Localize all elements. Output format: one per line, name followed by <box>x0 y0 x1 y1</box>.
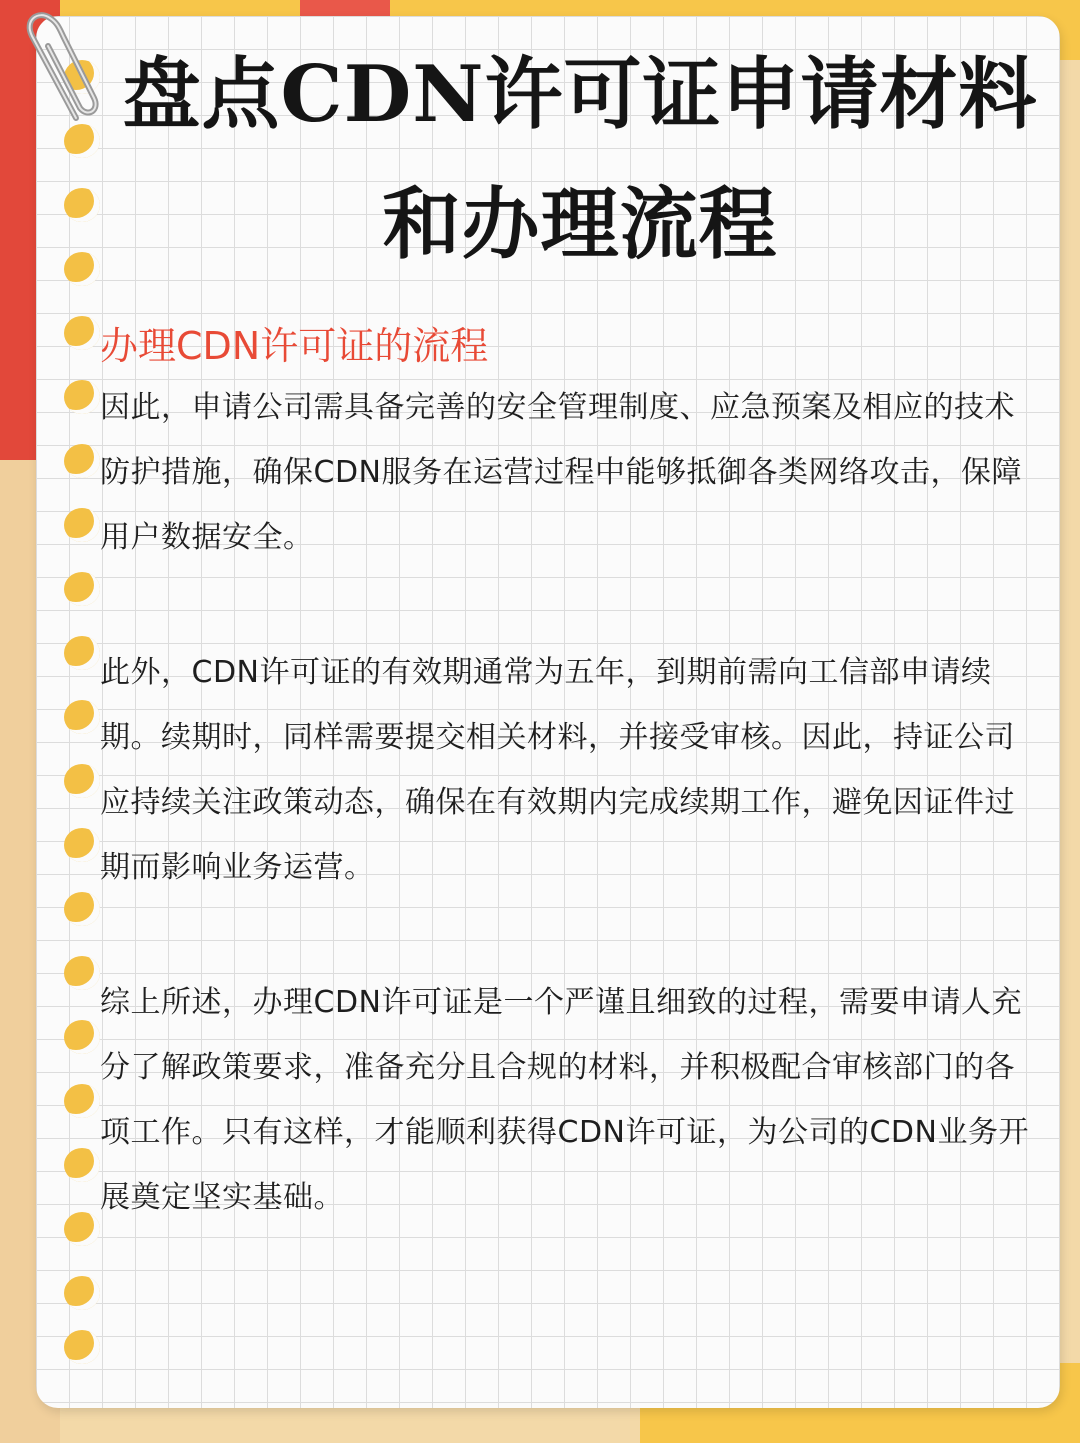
paperclip-icon <box>14 6 102 124</box>
binder-hole <box>64 764 100 798</box>
page-title-line-1: 盘点CDN许可证申请材料 <box>122 49 1038 140</box>
binder-hole <box>64 828 100 862</box>
binder-hole <box>64 316 100 350</box>
binder-hole <box>64 1020 100 1054</box>
binder-hole <box>64 380 100 414</box>
paragraph-summary: 综上所述，办理CDN许可证是一个严谨且细致的过程，需要申请人充分了解政策要求，准备充分且合规的材料，并积极配合审核部门的各项工作。只有这样，才能顺利获得CDN许可证，为公司的CDN业务开展奠定坚实基础。 <box>100 985 1029 1215</box>
section-heading: 办理CDN许可证的流程 <box>100 324 489 368</box>
binder-hole <box>64 1148 100 1182</box>
binder-hole <box>64 636 100 670</box>
binder-hole <box>64 188 100 222</box>
paragraph-security: 因此，申请公司需具备完善的安全管理制度、应急预案及相应的技术防护措施，确保CDN服务在运营过程中能够抵御各类网络攻击，保障用户数据安全。 <box>100 390 1022 555</box>
binder-hole <box>64 956 100 990</box>
binder-hole <box>64 124 100 158</box>
binder-hole <box>64 1212 100 1246</box>
paragraph-renewal: 此外，CDN许可证的有效期通常为五年，到期前需向工信部申请续期。续期时，同样需要提交相关材料，并接受审核。因此，持证公司应持续关注政策动态，确保在有效期内完成续期工作，避免因证件过期而影响业务运营。 <box>100 655 1015 885</box>
binder-hole <box>64 700 100 734</box>
binder-hole <box>64 1084 100 1118</box>
binder-hole <box>64 252 100 286</box>
binder-hole <box>64 1276 100 1310</box>
binder-hole <box>64 892 100 926</box>
binder-hole <box>64 508 100 542</box>
binder-holes <box>54 60 104 1380</box>
binder-hole <box>64 444 100 478</box>
page-title-line-2: 和办理流程 <box>382 179 778 270</box>
binder-hole <box>64 1330 100 1364</box>
binder-hole <box>64 572 100 606</box>
